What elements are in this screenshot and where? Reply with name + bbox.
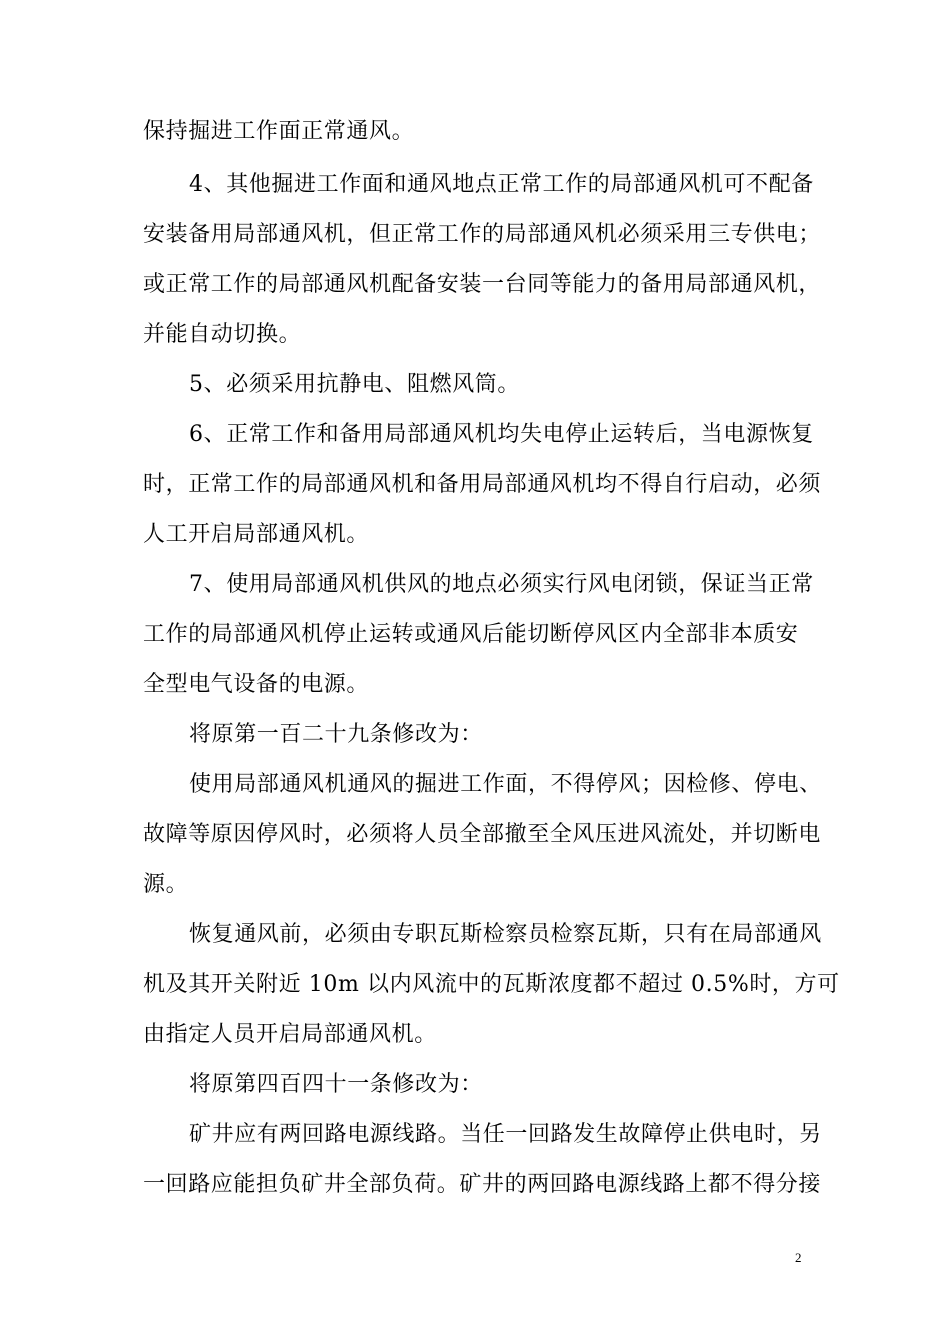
text-line: 时，正常工作的局部通风机和备用局部通风机均不得自行启动，必须 [143, 472, 822, 497]
text-line: 将原第一百二十九条修改为： [189, 722, 483, 747]
text-line: 安装备用局部通风机，但正常工作的局部通风机必须采用三专供电； [143, 222, 822, 247]
text-line: 6、正常工作和备用局部通风机均失电停止运转后，当电源恢复 [189, 422, 814, 447]
page-number: 2 [795, 1250, 802, 1265]
text-line: 全型电气设备的电源。 [143, 672, 370, 697]
text-line: 恢复通风前，必须由专职瓦斯检察员检察瓦斯，只有在局部通风 [189, 922, 822, 947]
text-line: 源。 [143, 872, 189, 897]
text-line: 使用局部通风机通风的掘进工作面，不得停风；因检修、停电、 [189, 772, 822, 797]
text-line: 矿井应有两回路电源线路。当任一回路发生故障停止供电时，另 [189, 1122, 822, 1147]
text-line: 7、使用局部通风机供风的地点必须实行风电闭锁，保证当正常 [189, 572, 814, 597]
text-line: 工作的局部通风机停止运转或通风后能切断停风区内全部非本质安 [143, 622, 799, 647]
text-line: 5、必须采用抗静电、阻燃风筒。 [189, 372, 520, 397]
text-line: 一回路应能担负矿井全部负荷。矿井的两回路电源线路上都不得分接 [143, 1172, 822, 1197]
text-line: 故障等原因停风时，必须将人员全部撤至全风压进风流处，并切断电 [143, 822, 822, 847]
text-line: 人工开启局部通风机。 [143, 522, 370, 547]
text-line: 并能自动切换。 [143, 322, 302, 347]
text-line: 或正常工作的局部通风机配备安装一台同等能力的备用局部通风机， [143, 272, 822, 297]
text-line: 4、其他掘进工作面和通风地点正常工作的局部通风机可不配备 [189, 172, 814, 197]
text-line: 保持掘进工作面正常通风。 [143, 119, 415, 144]
text-line: 机及其开关附近 10m 以内风流中的瓦斯浓度都不超过 0.5%时，方可 [143, 972, 840, 997]
text-line: 将原第四百四十一条修改为： [189, 1072, 483, 1097]
text-line: 由指定人员开启局部通风机。 [143, 1022, 437, 1047]
